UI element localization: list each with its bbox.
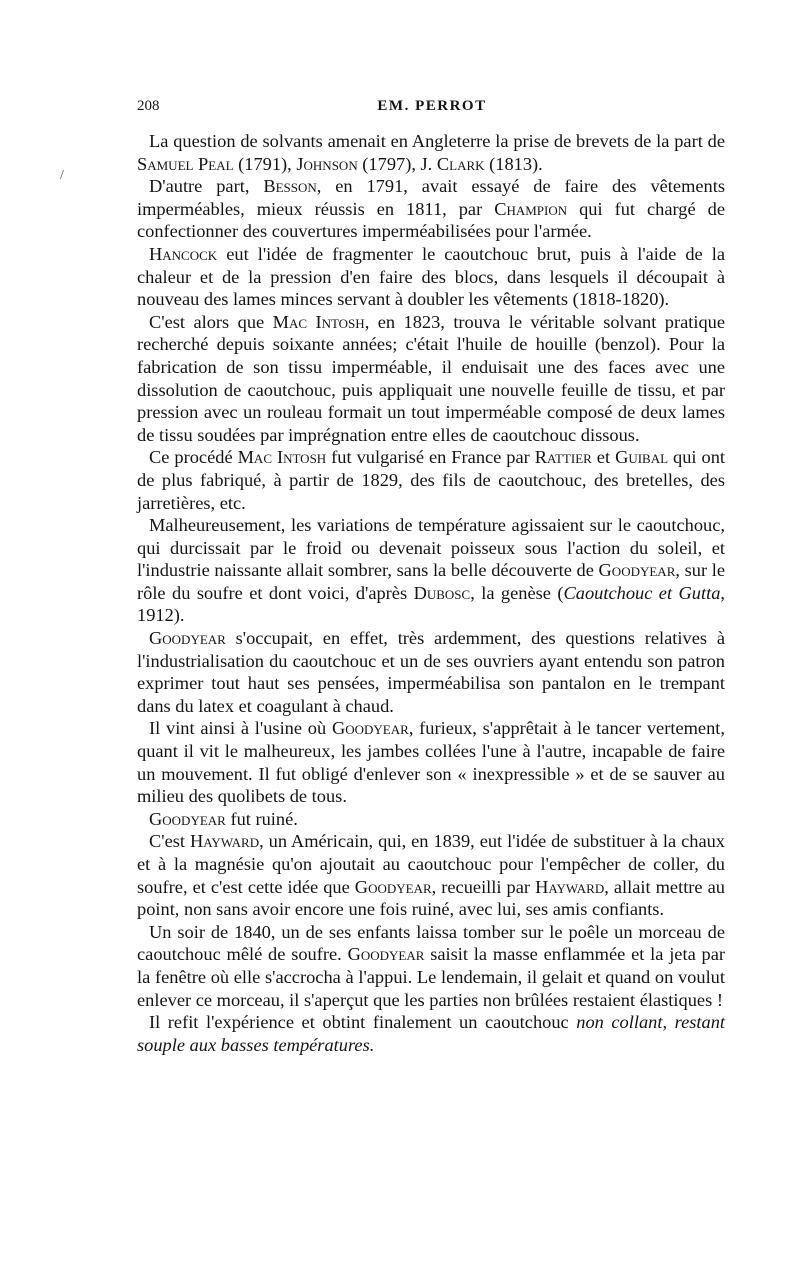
body-text <box>137 130 725 1056</box>
name-smallcaps: Goodyear <box>331 718 409 739</box>
text-run: Un soir de 1840, un de ses enfants laissa tomber sur le poêle un morceau de caoutchouc mêlé de soufre. <box>137 921 725 965</box>
text-run: (1797), J. <box>357 153 437 174</box>
text-run: , 1912). <box>137 582 726 626</box>
text-run: , en 1791, avait essayé de faire des vêtements imperméables, mieux réussis en 1811, par <box>137 176 726 219</box>
text-run: qui ont de plus fabriqué, à partir de 1829, des fils de caoutchouc, des bretelles, des jarretières, etc. <box>137 447 726 513</box>
text-run: s'occupait, en effet, très ardemment, des questions relatives à l'industrialisation du caoutchouc et un de ses ouvriers ayant entendu son patron exprimer tout haut ses pensées, imperméabilisa son pantalon en le trempant dans du latex et coagulant à chaud. <box>137 628 725 716</box>
text-run: saisit la masse enflammée et la jeta par la fenêtre où elle s'accrocha à l'appui. Le lendemain, il gelait et quand on voulut enlever ce morceau, il s'aperçut que les parties non brûlées restaient élastiques ! <box>137 944 726 1010</box>
text-run: C'est <box>149 831 190 852</box>
paragraph <box>137 243 725 311</box>
name-smallcaps: Champion <box>494 198 568 219</box>
text-run: , recueilli par <box>431 876 536 897</box>
text-run: eut l'idée de fragmenter le caoutchouc brut, puis à l'aide de la chaleur et de la pression d'en faire des blocs, dans lesquels il découpait à nouveau des lames minces servant à doubler les vêtements (1818-1820). <box>137 243 725 310</box>
paragraph <box>137 921 725 1011</box>
name-smallcaps: Hancock <box>149 243 218 264</box>
running-head: EM. PERROT <box>377 98 487 114</box>
page-number: 208 <box>137 98 160 114</box>
text-run: , un Américain, qui, en 1839, eut l'idée de substituer à la chaux et à la magnésie qu'on ajoutait au caoutchouc pour l'empêcher de coller, du soufre, et c'est cette idée que <box>137 831 726 897</box>
text-run: D'autre part, <box>149 176 264 197</box>
paragraph <box>137 717 725 807</box>
name-smallcaps: Hayward <box>189 831 260 852</box>
text-run: Il vint ainsi à l'usine où <box>149 718 332 739</box>
text-run: fut vulgarisé en France par <box>326 447 535 468</box>
text-run: , furieux, s'apprêtait à le tancer vertement, quant il vit le malheureux, les jambes collées l'une à l'autre, incapable de faire un mouvement. Il fut obligé d'enlever son « inexpressible » et de se sauver au milieu des quolibets de tous. <box>137 718 725 807</box>
text-run: Malheureusement, les variations de température agissaient sur le caoutchouc, qui durcissait par le froid ou devenait poisseux sous l'action du soleil, et l'industrie naissante allait sombrer, sans la belle découverte de <box>137 515 725 581</box>
text-run: et <box>591 447 616 468</box>
name-smallcaps: Goodyear <box>347 944 425 965</box>
italic-text: Caoutchouc et Gutta <box>563 582 721 603</box>
text-run: fut ruiné. <box>225 808 298 829</box>
paragraph <box>137 130 725 175</box>
name-smallcaps: Mac Intosh <box>272 311 365 332</box>
page-header <box>137 98 727 122</box>
paragraph <box>137 1011 725 1056</box>
text-run: , en 1823, trouva le véritable solvant pratique recherché depuis soixante années; c'était l'huile de houille (benzol). Pour la fabrication de son tissu imperméable, il enduisait une des faces avec une dissolution de caoutchouc, puis appliquait une nouvelle feuille de tissu, et par pression avec un rouleau formait un tout imperméable composé de deux lames de tissu soudées par imprégnation entre elles de caoutchouc dissous. <box>137 311 726 445</box>
paragraph <box>137 627 725 717</box>
name-smallcaps: Goodyear <box>149 808 226 829</box>
text-run: C'est alors que <box>149 311 273 332</box>
paragraph <box>137 514 725 627</box>
name-smallcaps: Goodyear <box>598 560 676 581</box>
text-run: Ce procédé <box>149 447 238 468</box>
margin-mark: / <box>60 168 64 183</box>
text-run: , la genèse ( <box>470 582 564 603</box>
text-run: Il refit l'expérience et obtint finalement un caoutchouc <box>149 1012 577 1033</box>
name-smallcaps: Guibal <box>615 447 669 468</box>
name-smallcaps: Dubosc <box>413 582 471 603</box>
name-smallcaps: Rattier <box>534 447 592 468</box>
italic-text: non collant, restant souple aux basses températures. <box>137 1012 726 1055</box>
paragraph <box>137 446 725 514</box>
text-run: , allait mettre au point, non sans avoir encore une fois ruiné, avec lui, ses amis confiants. <box>137 876 725 920</box>
name-smallcaps: Johnson <box>296 153 358 174</box>
name-smallcaps: Goodyear <box>149 628 226 649</box>
text-run: (1813). <box>484 153 543 174</box>
text-run: (1791), <box>233 153 297 174</box>
text-run: , sur le rôle du soufre et dont voici, d'après <box>137 560 725 603</box>
name-smallcaps: Hayward <box>535 876 605 897</box>
name-smallcaps: Besson <box>263 176 317 197</box>
text-run: qui fut chargé de confectionner des couvertures imperméabilisées pour l'armée. <box>137 198 725 242</box>
paragraph <box>137 808 725 831</box>
name-smallcaps: Goodyear <box>354 876 432 897</box>
name-smallcaps: Samuel Peal <box>137 153 234 174</box>
paragraph <box>137 311 725 447</box>
paragraph <box>137 175 725 243</box>
name-smallcaps: Mac Intosh <box>237 447 327 468</box>
name-smallcaps: Clark <box>436 153 485 174</box>
paragraph <box>137 830 725 920</box>
text-run: La question de solvants amenait en Angleterre la prise de brevets de la part de <box>149 131 725 151</box>
